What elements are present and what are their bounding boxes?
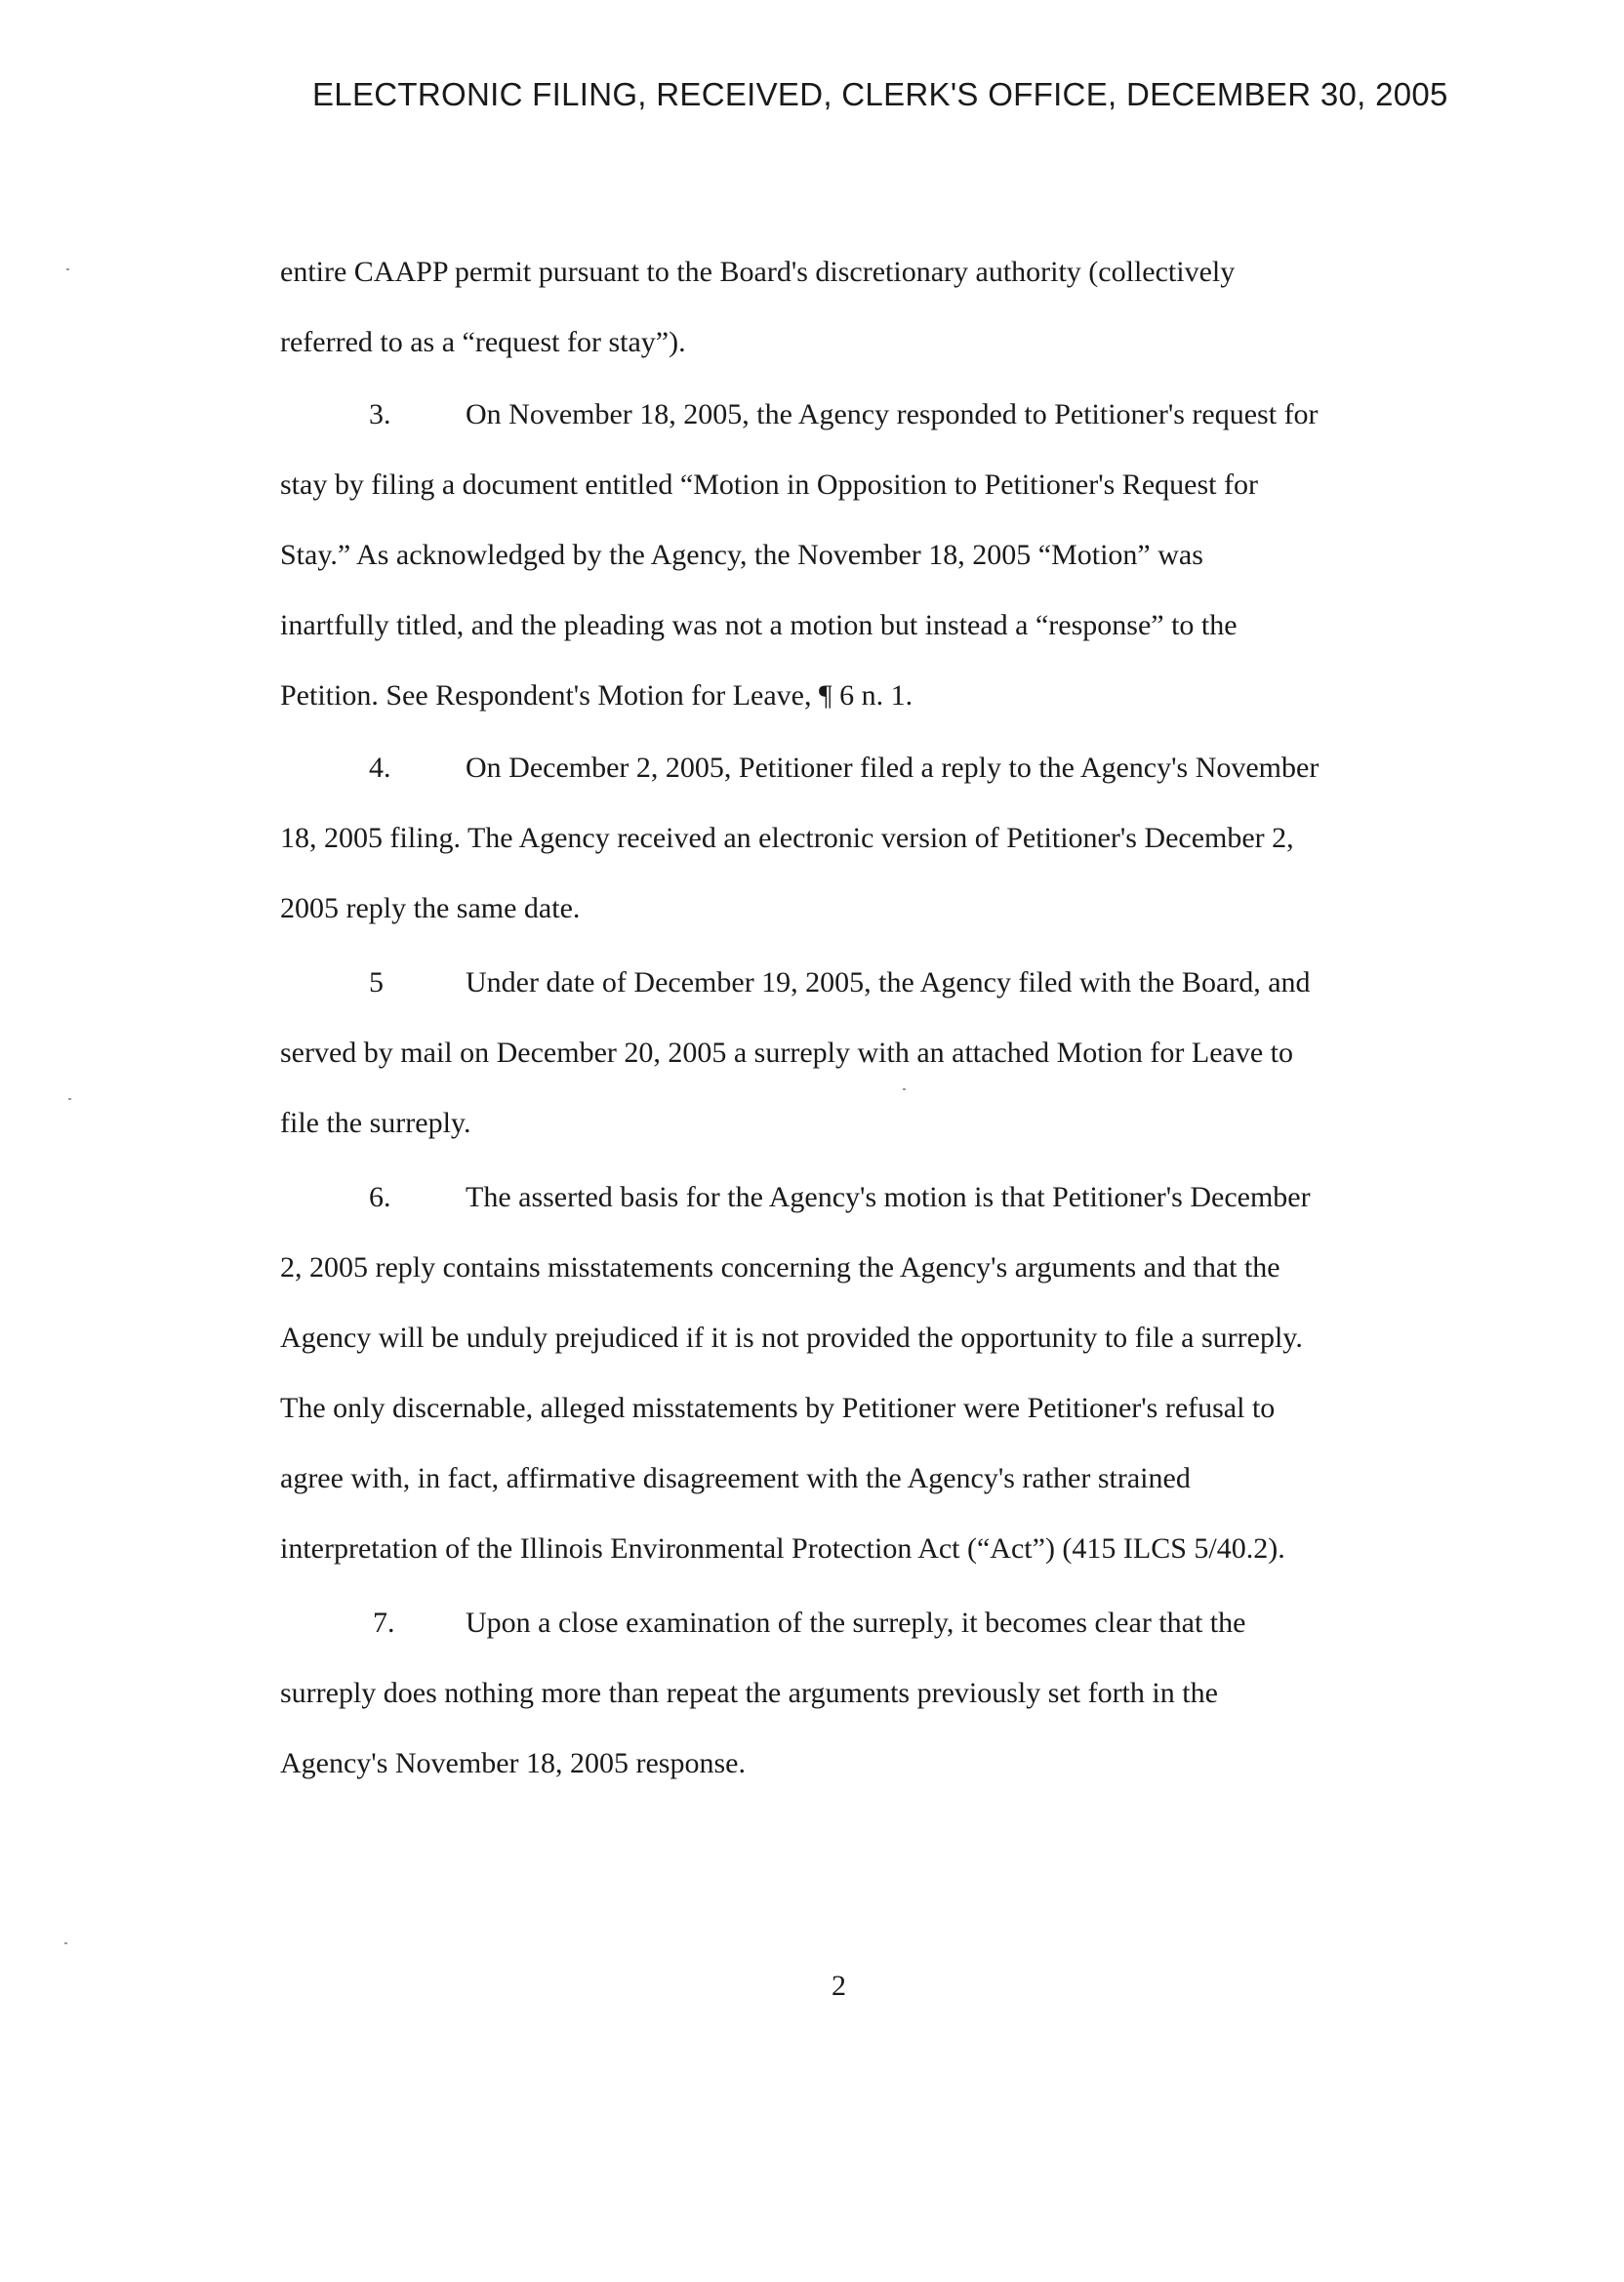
body-line: stay by filing a document entitled “Motion in Opposition to Petitioner's Request for [280,469,1258,501]
scan-speck [903,1088,906,1090]
body-line: 18, 2005 filing. The Agency received an electronic version of Petitioner's December 2, [280,822,1294,854]
paragraph-number: 4. [369,752,391,784]
body-line: file the surreply. [280,1107,471,1139]
body-line: Agency will be unduly prejudiced if it is not provided the opportunity to file a surreply. [280,1322,1303,1354]
scan-speck [64,1942,67,1944]
body-line: Petition. See Respondent's Motion for Leave, ¶ 6 n. 1. [280,679,914,712]
body-line: On November 18, 2005, the Agency responded to Petitioner's request for [466,398,1319,430]
body-line: entire CAAPP permit pursuant to the Board's discretionary authority (collectively [280,256,1236,288]
paragraph-number: 3. [369,398,391,430]
page-number: 2 [832,1970,846,2002]
body-line: referred to as a “request for stay”). [280,326,686,358]
paragraph-number: 7. [373,1607,395,1639]
body-line: served by mail on December 20, 2005 a surreply with an attached Motion for Leave to [280,1037,1294,1069]
body-line: Under date of December 19, 2005, the Agency filed with the Board, and [466,966,1311,998]
body-line: interpretation of the Illinois Environmental Protection Act (“Act”) (415 ILCS 5/40.2). [280,1532,1285,1565]
body-line: surreply does nothing more than repeat the arguments previously set forth in the [280,1677,1218,1709]
body-line: 2, 2005 reply contains misstatements concerning the Agency's arguments and that the [280,1251,1280,1284]
paragraph-number: 5 [369,966,384,998]
scan-speck [68,1098,71,1100]
body-line: Agency's November 18, 2005 response. [280,1747,746,1779]
paragraph-number: 6. [369,1181,391,1213]
body-line: The only discernable, alleged misstatements by Petitioner were Petitioner's refusal to [280,1392,1276,1424]
body-line: 2005 reply the same date. [280,892,581,924]
body-line: On December 2, 2005, Petitioner filed a reply to the Agency's November [466,752,1320,784]
body-line: Stay.” As acknowledged by the Agency, the November 18, 2005 “Motion” was [280,539,1203,571]
scan-speck [66,268,69,270]
body-line: inartfully titled, and the pleading was not a motion but instead a “response” to the [280,609,1238,641]
body-line: agree with, in fact, affirmative disagreement with the Agency's rather strained [280,1462,1191,1494]
body-line: Upon a close examination of the surreply, it becomes clear that the [466,1607,1246,1639]
body-line: The asserted basis for the Agency's motion is that Petitioner's December [466,1181,1311,1213]
filing-stamp-header: ELECTRONIC FILING, RECEIVED, CLERK'S OFFICE, DECEMBER 30, 2005 [312,76,1448,112]
